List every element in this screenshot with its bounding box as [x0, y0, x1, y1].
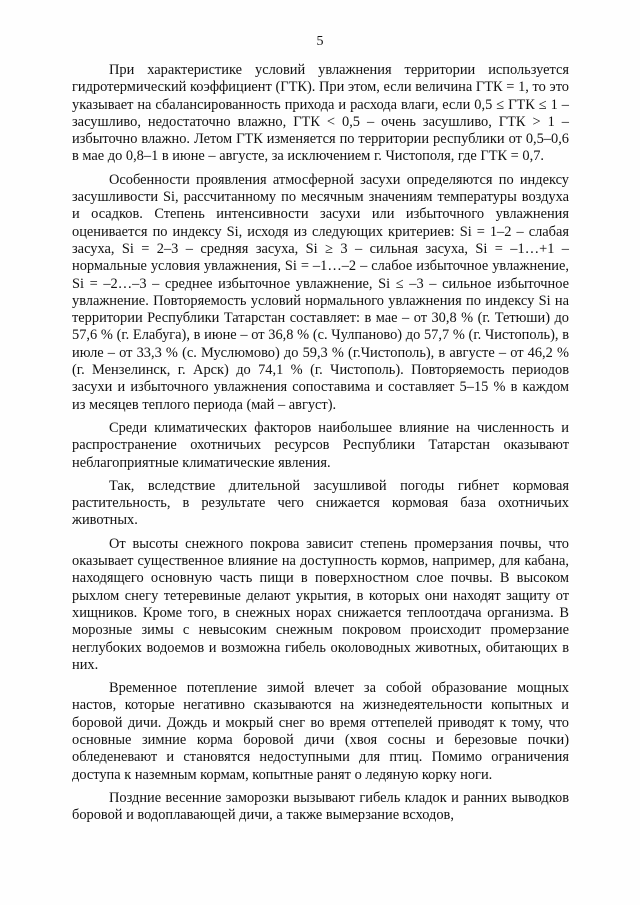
paragraph-spring-frost: Поздние весенние заморозки вызывают гибель кладок и ранних выводков боровой и водоплавающей дичи, а также вымерзание всходов,	[72, 789, 569, 824]
paragraph-dry-weather: Так, вследствие длительной засушливой погоды гибнет кормовая растительность, в результате чего снижается кормовая база охотничьих животных.	[72, 477, 569, 529]
paragraph-gtk: При характеристике условий увлажнения территории используется гидротермический коэффициент (ГТК). При этом, если величина ГТК = 1, то это указывает на сбалансированность прихода и расхода влаги, если 0,5 ≤ ГТК ≤ 1 – засушливо, недостаточно влажно, ГТК < 0,5 – очень засушливо, ГТК > 1 – избыточно влажно. Летом ГТК изменяется по территории республики от 0,5–0,6 в мае до 0,8–1 в июне – августе, за исключением г. Чистополя, где ГТК = 0,7.	[72, 62, 569, 165]
paragraph-climate-factors: Среди климатических факторов наибольшее влияние на численность и распространение охотничьих ресурсов Республики Татарстан оказывают неблагоприятные климатические явления.	[72, 419, 569, 471]
document-body	[72, 62, 569, 830]
page-number: 5	[316, 34, 324, 49]
paragraph-snow-cover: От высоты снежного покрова зависит степень промерзания почвы, что оказывает существенное влияние на доступность кормов, например, для кабана, находящего основную часть пищи в поверхностном слое почвы. В высоком рыхлом снегу тетеревиные делают укрытия, в которых они находят защиту от хищников. Кроме того, в снежных норах снижается теплоотдача организма. В морозные зимы с невысоким снежным покровом происходит промерзание неглубоких водоемов и возможна гибель околоводных животных, обитающих в них.	[72, 535, 569, 673]
paragraph-drought-index: Особенности проявления атмосферной засухи определяются по индексу засушливости Si, рассчитанному по месячным значениям температуры воздуха и осадков. Степень интенсивности засухи или избыточного увлажнения оценивается по индексу Si, исходя из следующих критериев: Si = 1–2 – слабая засуха, Si = 2–3 – средняя засуха, Si ≥ 3 – сильная засуха, Si = –1…+1 – нормальные условия увлажнения, Si = –1…–2 – слабое избыточное увлажнение, Si = –2…–3 – среднее избыточное увлажнение, Si ≤ –3 – сильное избыточное увлажнение. Повторяемость условий нормального увлажнения по индексу Si на территории Республики Татарстан составляет: в мае – от 30,8 % (г. Тетюши) до 57,6 % (г. Елабуга), в июне – от 36,8 % (с. Чулпаново) до 57,7 % (г. Чистополь), в июле – от 33,3 % (с. Муслюмово) до 59,3 % (г.Чистополь), в августе – от 46,2 % (г. Мензелинск, г. Арск) до 74,1 % (г. Чистополь). Повторяемость периодов засухи и избыточного увлажнения сопоставима и составляет 5–15 % в каждом из месяцев теплого периода (май – август).	[72, 171, 569, 413]
paragraph-winter-thaw: Временное потепление зимой влечет за собой образование мощных настов, которые негативно сказываются на жизнедеятельности копытных и боровой дичи. Дождь и мокрый снег во время оттепелей приводят к тому, что основные зимние корма боровой дичи (хвоя сосны и березовые почки) обледеневают и становятся недоступными для птиц. Помимо ограничения доступа к наземным кормам, копытные ранят о ледяную корку ноги.	[72, 680, 569, 783]
